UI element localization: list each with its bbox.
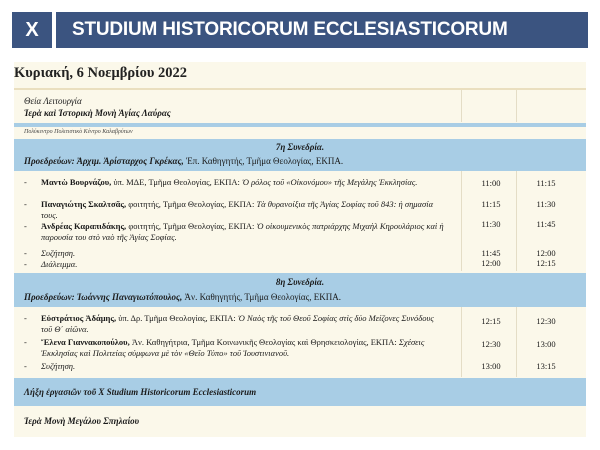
talk-title: Ὁ Ναὸς τῆς τοῦ Θεοῦ Σοφίας στὶς δύο Μείζονες Συνόδους τοῦ Θ΄ αἰῶνα. [41, 313, 434, 334]
break-label: Διάλειμμα. [41, 259, 78, 269]
discussion-end: 13:15 [536, 361, 556, 371]
header-separator [52, 12, 56, 48]
talk-title: Σχέσεις Ἐκκλησίας καὶ Πολιτείας σύμφωνα μὲ τὸν «Θεῖο Τύπο» τοῦ Ἰουστινιανοῦ. [41, 337, 425, 358]
speaker-name: Ἔλενα Γιαννακοπούλου, [41, 337, 130, 347]
discussion-start: 13:00 [481, 361, 501, 371]
column-separator [461, 171, 462, 271]
talk-start: 12:30 [481, 339, 501, 349]
speaker-affiliation: φοιτητής, Τμῆμα Θεολογίας, ΕΚΠΑ: [126, 221, 257, 231]
bullet: - [24, 259, 27, 269]
header-title: STUDIUM HISTORICORUM ECCLESIASTICORUM [72, 19, 508, 40]
speaker-affiliation: ὑπ. Δρ. Τμῆμα Θεολογίας, ΕΚΠΑ: [116, 313, 238, 323]
liturgy-line1: Θεία Λειτουργία [24, 96, 82, 106]
session7-chair-label: Προεδρεύων: Ἀρχιμ. Ἀρίσταρχος Γκρέκας, [24, 156, 184, 166]
speaker-name: Μαντὼ Βουρνάζου, [41, 177, 112, 187]
speaker-name: Εὐστράτιος Ἀδάμης, [41, 313, 117, 323]
bullet: - [24, 248, 27, 258]
talk-start: 12:15 [481, 316, 501, 326]
column-separator [516, 171, 517, 271]
column-separator [516, 90, 517, 122]
bullet: - [24, 361, 27, 371]
bullet: - [24, 177, 27, 187]
liturgy-line2: Ἱερὰ καὶ Ἱστορικὴ Μονὴ Ἁγίας Λαύρας [24, 108, 171, 118]
talk-start: 11:30 [481, 219, 501, 229]
talk-end: 13:00 [536, 339, 556, 349]
talk-end: 12:30 [536, 316, 556, 326]
day-date: Κυριακή, 6 Νοεμβρίου 2022 [14, 65, 187, 81]
speaker-affiliation: ὑπ. ΜΔΕ, Τμῆμα Θεολογίας, ΕΚΠΑ: [111, 177, 242, 187]
header-banner [12, 12, 588, 48]
bullet: - [24, 199, 27, 209]
bullet: - [24, 221, 27, 231]
column-separator [461, 307, 462, 377]
discussion-label: Συζήτηση. [41, 361, 76, 371]
break-end: 12:15 [536, 258, 556, 268]
speaker-affiliation: φοιτητής, Τμῆμα Θεολογίας, ΕΚΠΑ: [126, 199, 257, 209]
discussion-end: 12:00 [536, 248, 556, 258]
discussion-label: Συζήτηση. [41, 248, 76, 258]
session7-chair [24, 156, 343, 166]
speaker-affiliation: Ἀν. Καθηγήτρια, Τμῆμα Κοινωνικῆς Θεολογίας καὶ Θρησκειολογίας, ΕΚΠΑ: [129, 337, 399, 347]
column-separator [516, 307, 517, 377]
talk-end: 11:15 [536, 178, 556, 188]
discussion-start: 11:45 [481, 248, 501, 258]
section-divider [14, 123, 586, 127]
bullet: - [24, 337, 27, 347]
break-start: 12:00 [481, 258, 501, 268]
column-separator [461, 90, 462, 122]
speaker-name: Ἀνδρέας Καραπιδάκης, [41, 221, 127, 231]
closing-text: Λήξη ἐργασιῶν τοῦ X Studium Historicorum Ecclesiasticorum [24, 387, 257, 397]
bullet: - [24, 313, 27, 323]
talk-end: 11:30 [536, 199, 556, 209]
session8-title: 8η Συνεδρία. [275, 277, 325, 287]
session7-chair-rest: Ἐπ. Καθηγητής, Τμῆμα Θεολογίας, ΕΚΠΑ. [183, 156, 344, 166]
date-divider [14, 88, 586, 90]
talk-title: Ὁ οἰκουμενικὸς πατριάρχης Μιχαὴλ Κηρουλάριος καὶ ἡ παρουσία του στὸ ναὸ τῆς Ἁγίας Σοφίας. [41, 221, 444, 242]
talk-title: Τὰ θυρανοίξια τῆς Ἁγίας Σοφίας τοῦ 843: ἡ σημασία τους. [41, 199, 434, 220]
talk-end: 11:45 [536, 219, 556, 229]
header-mark: X [25, 19, 39, 41]
venue-small: Πολύκεντρο Πολιτιστικὸ Κέντρο Καλαβρύτων [24, 129, 133, 135]
speaker-name: Παναγιώτης Σκαλτσᾶς, [41, 199, 127, 209]
talk-start: 11:15 [481, 199, 501, 209]
final-venue: Ἱερὰ Μονὴ Μεγάλου Σπηλαίου [24, 416, 140, 426]
talk-title: Ὁ ρόλος τοῦ «Οἰκονόμου» τῆς Μεγάλης Ἐκκλησίας. [242, 177, 418, 187]
session8-chair [24, 292, 341, 302]
session7-title: 7η Συνεδρία. [275, 142, 325, 152]
talk-start: 11:00 [481, 178, 501, 188]
session8-chair-rest: Ἀν. Καθηγητής, Τμῆμα Θεολογίας, ΕΚΠΑ. [182, 292, 341, 302]
session8-chair-label: Προεδρεύων: Ἰωάννης Παναγιωτόπουλος, [24, 292, 183, 302]
